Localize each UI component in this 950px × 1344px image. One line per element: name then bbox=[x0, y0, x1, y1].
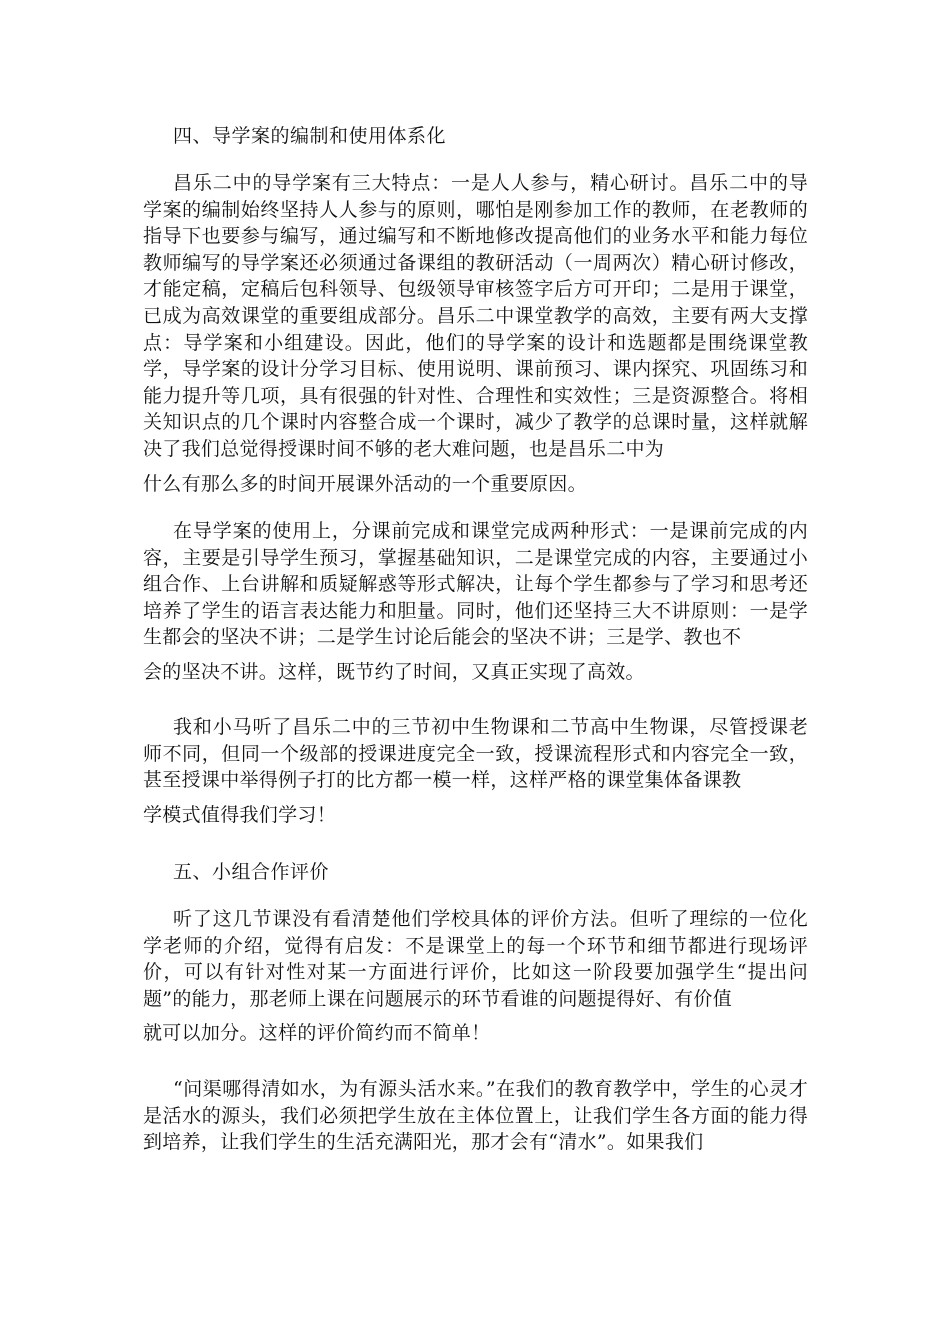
section-5-heading: 五、小组合作评价 bbox=[173, 861, 330, 883]
section-4-paragraph-2 bbox=[143, 518, 808, 686]
section-4-heading: 四、导学案的编制和使用体系化 bbox=[173, 125, 447, 147]
section-4-paragraph-1 bbox=[143, 170, 808, 497]
section-5-paragraph-1-last-line: 就可以加分。这样的评价简约而不简单！ bbox=[143, 1022, 491, 1045]
section-5-paragraph-2 bbox=[143, 1076, 808, 1156]
section-4-paragraph-3-body: 我和小马听了昌乐二中的三节初中生物课和二节高中生物课，尽管授课老师不同，但同一个级部的授课进度完全一致，授课流程形式和内容完全一致，甚至授课中举得例子打的比方都一模一样，这样严格的课堂集体备课教 bbox=[143, 716, 808, 792]
section-4-paragraph-3-last-line: 学模式值得我们学习！ bbox=[143, 803, 337, 826]
section-4-paragraph-1-last-line: 什么有那么多的时间开展课外活动的一个重要原因。 bbox=[143, 472, 587, 495]
section-4-paragraph-2-body: 在导学案的使用上，分课前完成和课堂完成两种形式：一是课前完成的内容，主要是引导学生预习，掌握基础知识，二是课堂完成的内容，主要通过小组合作、上台讲解和质疑解惑等形式解决，让每个学生都参与了学习和思考还培养了学生的语言表达能力和胆量。同时，他们还坚持三大不讲原则：一是学生都会的坚决不讲；二是学生讨论后能会的坚决不讲；三是学、教也不 bbox=[143, 520, 808, 649]
section-5-paragraph-1 bbox=[143, 906, 808, 1047]
section-4-paragraph-2-last-line: 会的坚决不讲。这样，既节约了时间，又真正实现了高效。 bbox=[143, 660, 645, 683]
section-5-paragraph-2-body: “问渠哪得清如水，为有源头活水来。”在我们的教育教学中，学生的心灵才是活水的源头，我们必须把学生放在主体位置上，让我们学生各方面的能力得到培养，让我们学生的生活充满阳光，那才会有“清水”。如果我们 bbox=[143, 1078, 808, 1154]
section-4-paragraph-1-body: 昌乐二中的导学案有三大特点：一是人人参与，精心研讨。昌乐二中的导学案的编制始终坚持人人参与的原则，哪怕是刚参加工作的教师，在老教师的指导下也要参与编写，通过编写和不断地修改提高他们的业务水平和能力每位教师编写的导学案还必须通过备课组的教研活动（一周两次）精心研讨修改，才能定稿，定稿后包科领导、包级领导审核签字后方可开印；二是用于课堂，已成为高效课堂的重要组成部分。昌乐二中课堂教学的高效，主要有两大支撑点：导学案和小组建设。因此，他们的导学案的设计和选题都是围绕课堂教学，导学案的设计分学习目标、使用说明、课前预习、课内探究、巩固练习和能力提升等几项，具有很强的针对性、合理性和实效性；三是资源整合。将相关知识点的几个课时内容整合成一个课时，减少了教学的总课时量，这样就解决了我们总觉得授课时间不够的老大难问题，也是昌乐二中为 bbox=[143, 172, 808, 460]
section-4-paragraph-3 bbox=[143, 714, 808, 828]
section-5-paragraph-1-body: 听了这几节课没有看清楚他们学校具体的评价方法。但听了理综的一位化学老师的介绍，觉得有启发：不是课堂上的每一个环节和细节都进行现场评价，可以有针对性对某一方面进行评价，比如这一阶段要加强学生“提出问题”的能力，那老师上课在问题展示的环节看谁的问题提得好、有价值 bbox=[143, 908, 808, 1010]
